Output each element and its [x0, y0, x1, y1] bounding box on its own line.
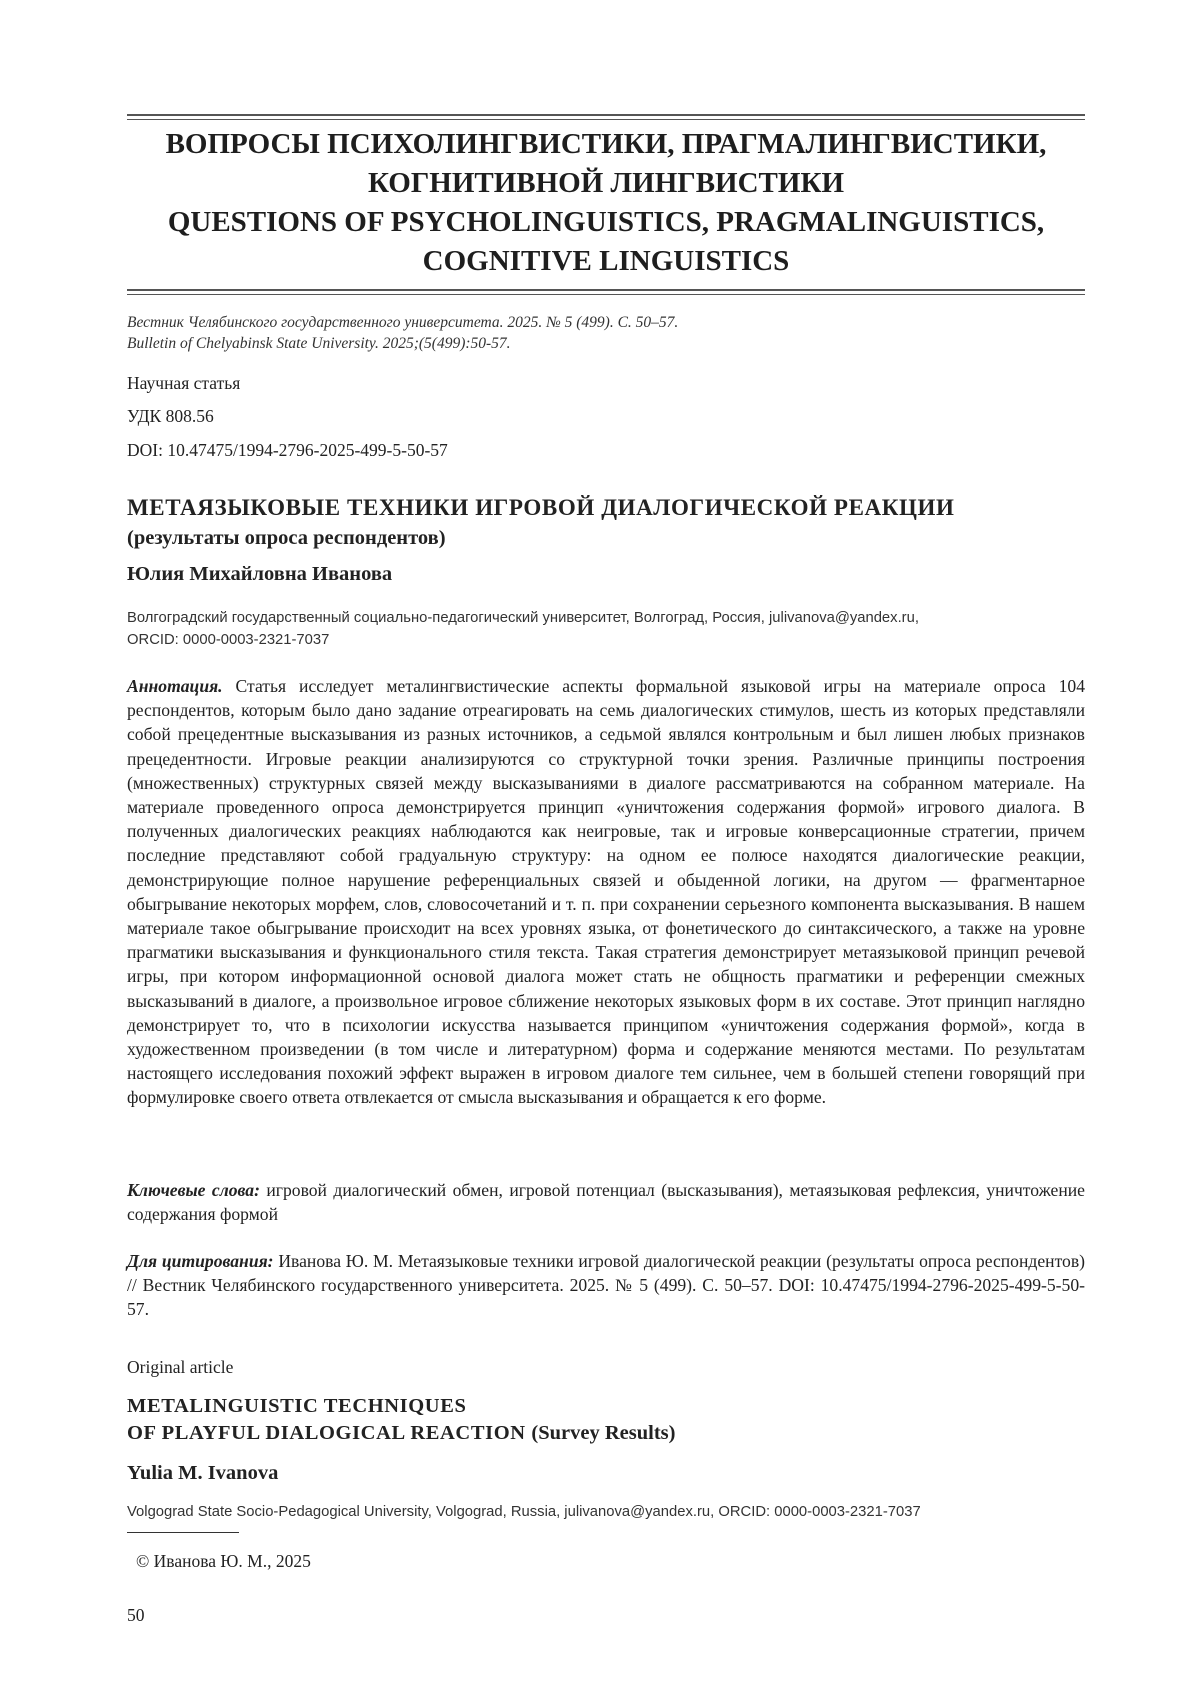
- section-heading-ru-line1: ВОПРОСЫ ПСИХОЛИНГВИСТИКИ, ПРАГМАЛИНГВИСТИКИ,: [165, 128, 1047, 160]
- section-heading-ru-line2: КОГНИТИВНОЙ ЛИНГВИСТИКИ: [367, 167, 845, 199]
- keywords-label: Ключевые слова:: [127, 1180, 260, 1200]
- citation-text: Иванова Ю. М. Метаязыковые техники игровой диалогической реакции (результаты опроса респондентов) // Вестник Челябинского государственного университета. 2025. № 5 (499). С. 50–57. DOI: 10.47475/1994-2796-2025-499-5-50-57.: [127, 1251, 1085, 1320]
- journal-reference-ru: Вестник Челябинского государственного университета. 2025. № 5 (499). С. 50–57.: [127, 314, 679, 331]
- article-title-en-line1: METALINGUISTIC TECHNIQUES: [127, 1395, 467, 1417]
- article-subtitle-ru: (результаты опроса респондентов): [127, 527, 446, 549]
- doi: DOI: 10.47475/1994-2796-2025-499-5-50-57: [127, 440, 448, 460]
- author-name-ru: Юлия Михайловна Иванова: [127, 563, 393, 585]
- abstract-ru: [127, 674, 1085, 1110]
- article-title-en: [127, 1393, 675, 1447]
- article-title-en-line2: [127, 1420, 675, 1447]
- section-heading: [127, 125, 1085, 281]
- footnote-divider: [127, 1532, 239, 1533]
- page-number: 50: [127, 1605, 145, 1625]
- affiliation-ru-line1: Волгоградский государственный социально-педагогический университет, Волгоград, Россия, julivanova@yandex.ru,: [127, 610, 919, 626]
- article-type: Научная статья: [127, 373, 241, 393]
- section-heading-en-line2: COGNITIVE LINGUISTICS: [422, 245, 790, 277]
- author-affiliation-en: Volgograd State Socio-Pedagogical University, Volgograd, Russia, julivanova@yandex.ru, ORCID: 0000-0003-2321-7037: [127, 1504, 921, 1520]
- article-title-ru: [127, 493, 954, 553]
- citation-label: Для цитирования:: [127, 1251, 274, 1271]
- journal-reference: [127, 312, 678, 354]
- udk-code: УДК 808.56: [127, 406, 214, 426]
- article-title-en-line2-main: OF PLAYFUL DIALOGICAL REACTION: [127, 1422, 526, 1444]
- copyright-footnote: © Иванова Ю. М., 2025: [136, 1551, 311, 1571]
- journal-reference-en: Bulletin of Chelyabinsk State University. 2025;(5(499):50-57.: [127, 335, 511, 352]
- section-heading-en-line1: QUESTIONS OF PSYCHOLINGUISTICS, PRAGMALINGUISTICS,: [167, 206, 1045, 238]
- keywords-text: игровой диалогический обмен, игровой потенциал (высказывания), метаязыковая рефлексия, уничтожение содержания формой: [127, 1180, 1085, 1225]
- citation-ru: [127, 1249, 1085, 1322]
- affiliation-ru-line2: ORCID: 0000-0003-2321-7037: [127, 631, 330, 648]
- article-subtitle-en: (Survey Results): [531, 1422, 676, 1444]
- bottom-double-rule: [127, 289, 1085, 295]
- article-title-ru-main: МЕТАЯЗЫКОВЫЕ ТЕХНИКИ ИГРОВОЙ ДИАЛОГИЧЕСКОЙ РЕАКЦИИ: [127, 495, 955, 520]
- author-affiliation-ru: [127, 608, 919, 651]
- abstract-text: Статья исследует металингвистические аспекты формальной языковой игры на материале опроса 104 респондентов, которым было дано задание отреагировать на семь диалогических стимулов, шесть из которых представляли собой прецедентные высказывания из разных источников, а седьмой являлся контрольным и был лишен любых признаков прецедентности. Игровые реакции анализируются со структурной точки зрения. Различные принципы построения (множественных) структурных связей между высказываниями в диалоге рассматриваются на собранном материале. На материале проведенного опроса демонстрируется принцип «уничтожения содержания формой» игрового диалога. В полученных диалогических реакциях наблюдаются как неигровые, так и игровые конверсационные стратегии, причем последние представляют собой градуальную структуру: на одном ее полюсе находятся диалогические реакции, демонстрирующие полное нарушение референциальных связей и обыденной логики, на другом — фрагментарное обыгрывание некоторых морфем, слов, словосочетаний и т. п. при сохранении серьезного компонента высказывания. В нашем материале такое обыгрывание происходит на всех уровнях языка, от фонетического до синтаксического, а также на уровне прагматики высказывания и функционального стиля текста. Такая стратегия демонстрирует метаязыковой принцип речевой игры, при котором информационной основой диалога может стать не общность прагматики и референции смежных высказываний в диалоге, а произвольное игровое сближение некоторых языковых форм в их составе. Этот принцип наглядно демонстрирует то, что в психологии искусства называется принципом «уничтожения содержания формой», когда в художественном произведении (в том числе и литературном) форма и содержание меняются местами. По результатам настоящего исследования похожий эффект выражен в игровом диалоге тем сильнее, чем в большей степени говорящий при формулировке своего ответа отвлекается от смысла высказывания и обращается к его форме.: [127, 676, 1085, 1108]
- abstract-label: Аннотация.: [127, 676, 223, 696]
- keywords-ru: [127, 1178, 1085, 1226]
- article-type-en: Original article: [127, 1357, 234, 1377]
- author-name-en: Yulia M. Ivanova: [127, 1462, 279, 1484]
- top-double-rule: [127, 114, 1085, 120]
